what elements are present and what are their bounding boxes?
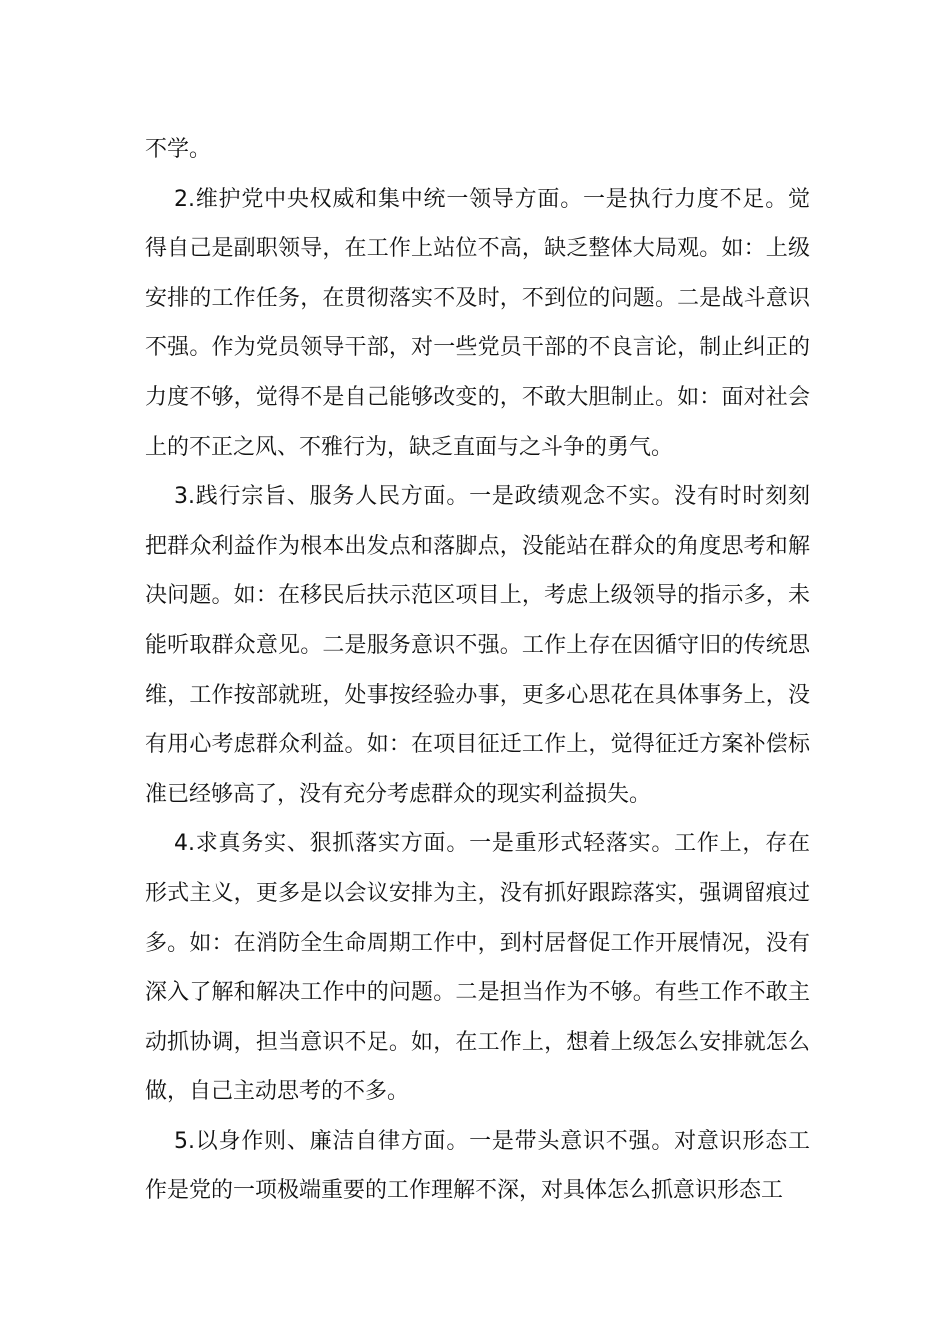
text-line: 不敢主动抓协调，担当意识不足。如，在工作上，想着上级怎么安 [145, 980, 810, 1055]
paragraph-4 [145, 819, 810, 1117]
paragraph-3 [145, 472, 810, 819]
text-line: 得自己是副职领导，在工作上站位不高，缺乏整体大局观。如：上 [145, 236, 788, 262]
text-line: 迁方案补偿标准已经够高了，没有充分考虑群众的现实利益损失。 [145, 732, 810, 807]
text-line: 把群众利益作为根本出发点和落脚点，没能站在群众的角度思考和 [145, 533, 788, 559]
text-line: 过多。如：在消防全生命周期工作中，到村居督促工作开展情况， [145, 880, 810, 956]
paragraph-2 [145, 175, 810, 473]
paragraph-5 [145, 1117, 810, 1216]
text-line: 3.践行宗旨、服务人民方面。一是政绩观念不实。没有时时刻刻 [174, 484, 810, 510]
paragraph-1 [145, 125, 810, 175]
text-line: 不学。 [145, 137, 212, 162]
document-body [145, 125, 810, 1216]
text-line: 形式主义，更多是以会议安排为主，没有抓好跟踪落实，强调留痕 [145, 880, 788, 906]
text-line: 5.以身作则、廉洁自律方面。一是带头意识不强。对意识形态工 [174, 1128, 810, 1154]
text-line: 多，未能听取群众意见。二是服务意识不强。工作上存在因循守旧 [145, 583, 810, 658]
text-line: 排就怎么做，自己主动思考的不多。 [145, 1029, 810, 1105]
text-line: 解决问题。如：在移民后扶示范区项目上，考虑上级领导的指示 [145, 533, 810, 609]
text-line: 级安排的工作任务，在贯彻落实不及时，不到位的问题。二是战斗 [145, 236, 810, 311]
text-line: 作是党的一项极端重要的工作理解不深，对具体怎么抓意识形态工 [145, 1178, 784, 1204]
text-line: 的传统思维，工作按部就班，处事按经验办事，更多心思花在具体 [145, 632, 810, 708]
text-line: 没有深入了解和解决工作中的问题。二是担当作为不够。有些工作 [145, 930, 810, 1006]
text-line: 2.维护党中央权威和集中统一领导方面。一是执行力度不足。觉 [174, 186, 810, 212]
text-line: 面对社会上的不正之风、不雅行为，缺乏直面与之斗争的勇气。 [145, 384, 810, 460]
text-line: 纠正的力度不够，觉得不是自己能够改变的，不敢大胆制止。如： [145, 335, 810, 410]
text-line: 4.求真务实、狠抓落实方面。一是重形式轻落实。工作上，存在 [174, 831, 810, 857]
text-line: 事务上，没有用心考虑群众利益。如：在项目征迁工作上，觉得征 [145, 682, 810, 758]
text-line: 意识不强。作为党员领导干部，对一些党员干部的不良言论，制止 [145, 285, 810, 361]
